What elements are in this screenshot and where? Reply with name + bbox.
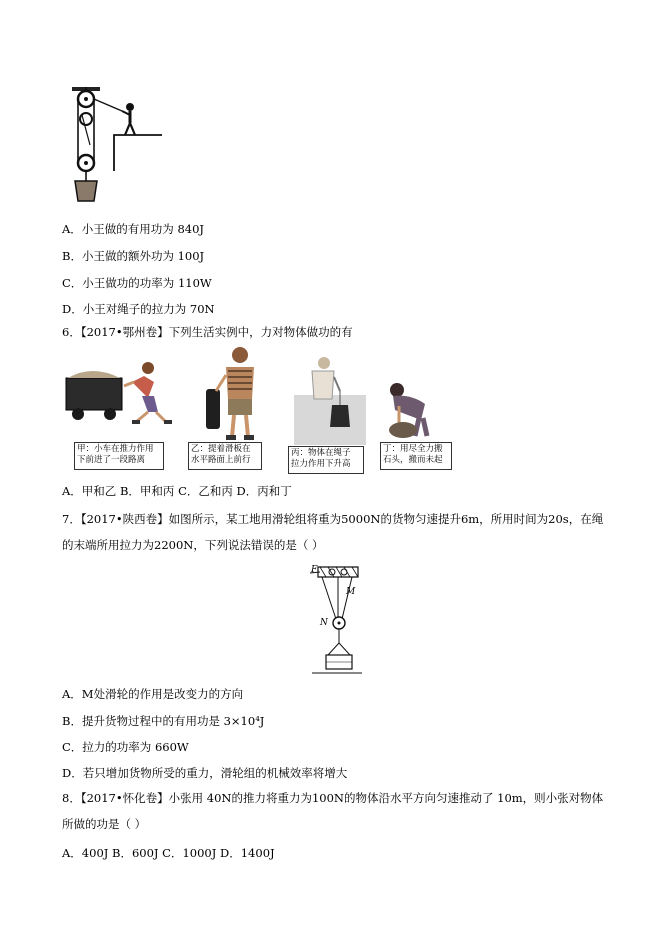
caption-jia-line1: 甲：小车在推力作用 <box>77 444 154 454</box>
caption-ding-line1: 丁：用尽全力搬 <box>383 444 443 454</box>
q8-stem-line1: 8．【2017•怀化卷】小张用 40N的推力将重力为100N的物体沿水平方向匀速推动了 10m，则小张对物体 <box>62 791 604 805</box>
q6-stem: 6．【2017•鄂州卷】下列生活实例中，力对物体做功的有 <box>62 325 353 339</box>
q8-options: A．400J B．600J C．1000J D．1400J <box>62 846 275 860</box>
q7-option-a: A．M处滑轮的作用是改变力的方向 <box>62 687 244 701</box>
q5-option-c: C．小王做功的功率为 110W <box>62 276 212 290</box>
q7-stem-line1: 7．【2017•陕西卷】如图所示，某工地用滑轮组将重为5000N的货物匀速提升6m，所用时间为20s，在绳 <box>62 512 604 526</box>
q5-option-b: B．小王做的额外功为 100J <box>62 249 205 263</box>
caption-jia-line2: 下前进了一段路离 <box>77 455 146 465</box>
q7-stem-line2: 的末端所用拉力为2200N，下列说法错误的是（ ） <box>62 538 324 552</box>
pulley-figure <box>70 85 170 205</box>
pulley-block-figure <box>308 563 364 677</box>
q6-options: A．甲和乙 B．甲和丙 C．乙和丙 D．丙和丁 <box>62 484 292 498</box>
q5-option-a: A．小王做的有用功为 840J <box>62 222 205 236</box>
man-with-skateboard-illustration <box>200 345 280 445</box>
q7-option-d: D．若只增加货物所受的重力，滑轮组的机械效率将增大 <box>62 766 348 780</box>
figure-label-f: F <box>311 565 318 575</box>
caption-bing-line1: 丙：物体在绳子 <box>291 448 351 458</box>
caption-ding-line2: 石头，搬而未起 <box>383 455 443 465</box>
caption-yi-line1: 乙：提着滑板在 <box>191 444 251 454</box>
lifting-bag-illustration <box>290 355 370 445</box>
q7-option-c: C．拉力的功率为 660W <box>62 740 189 754</box>
q8-stem-line2: 所做的功是（ ） <box>62 817 147 831</box>
q7-option-b: B．提升货物过程中的有用功是 3×10⁴J <box>62 714 265 728</box>
caption-bing-line2: 拉力作用下升高 <box>291 459 351 469</box>
cart-push-illustration <box>62 360 184 442</box>
figure-label-m: M <box>346 587 356 597</box>
caption-yi-line2: 水平路面上前行 <box>191 455 251 465</box>
q5-option-d: D．小王对绳子的拉力为 70N <box>62 302 215 316</box>
figure-label-n: N <box>320 618 328 628</box>
lifting-stone-illustration <box>375 380 445 440</box>
